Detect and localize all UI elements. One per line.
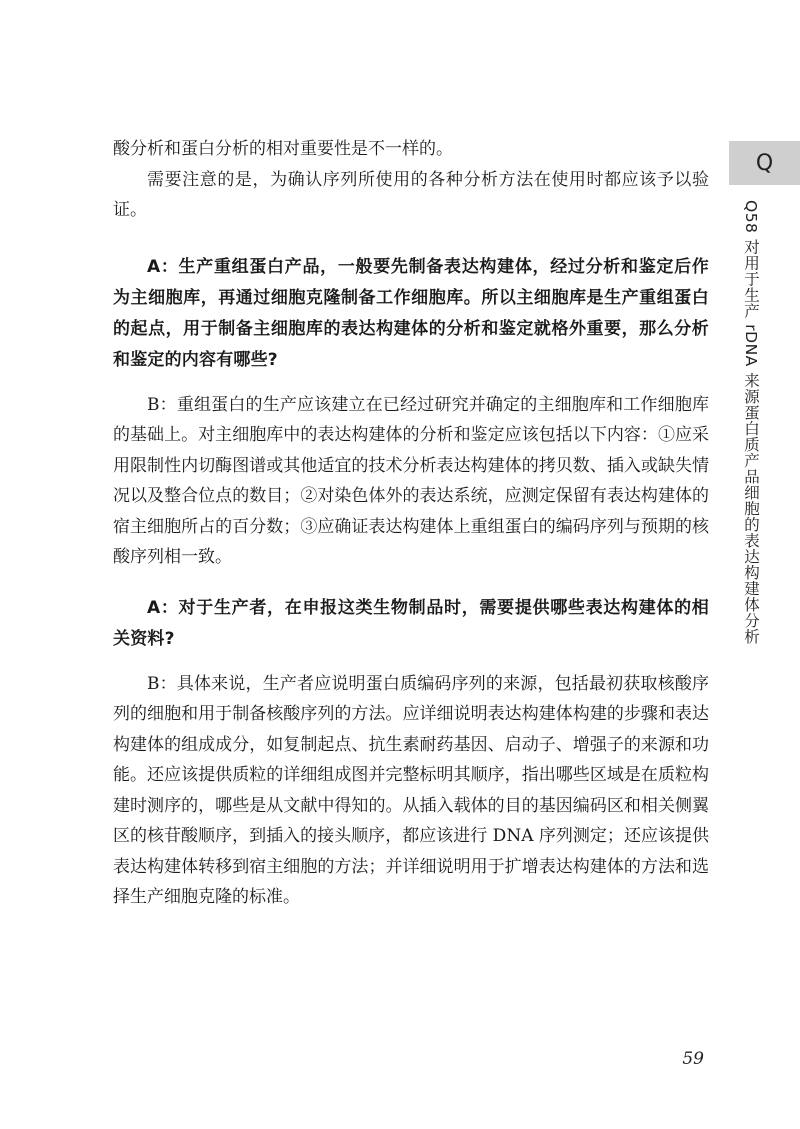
paragraph-continuation: 酸分析和蛋白分析的相对重要性是不一样的。 bbox=[113, 139, 453, 159]
side-tab bbox=[729, 141, 800, 185]
page-number: 59 bbox=[682, 1049, 704, 1069]
question-paragraph-1: A：生产重组蛋白产品，一般要先制备表达构建体，经过分析和鉴定后作为主细胞库，再通过细胞克隆制备工作细胞库。所以主细胞库是生产重组蛋白的起点，用于制备主细胞库的表达构建体的分析和鉴定就格外重要，那么分析和鉴定的内容有哪些? bbox=[113, 256, 709, 370]
answer-paragraph-1: B：重组蛋白的生产应该建立在已经过研究并确定的主细胞库和工作细胞库的基础上。对主细胞库中的表达构建体的分析和鉴定应该包括以下内容：①应采用限制性内切酶图谱或其他适宜的技术分析表达构建体的拷贝数、插入或缺失情况以及整合位点的数目；②对染色体外的表达系统，应测定保留有表达构建体的宿主细胞所占的百分数；③应确证表达构建体上重组蛋白的编码序列与预期的核酸序列相一致。 bbox=[113, 394, 709, 567]
side-section-title: Q58 对用于生产 rDNA 来源蛋白质产品细胞的表达构建体分析 bbox=[742, 200, 760, 645]
page-body bbox=[113, 134, 709, 913]
answer-paragraph-2: B：具体来说，生产者应说明蛋白质编码序列的来源，包括最初获取核酸序列的细胞和用于制备核酸序列的方法。应详细说明表达构建体构建的步骤和表达构建体的组成成分，如复制起点、抗生素耐药基因、启动子、增强子的来源和功能。还应该提供质粒的详细组成图并完整标明其顺序，指出哪些区域是在质粒构建时测序的，哪些是从文献中得知的。从插入载体的目的基因编码区和相关侧翼区的核苷酸顺序，到插入的接头顺序，都应该进行 DNA 序列测定；还应该提供表达构建体转移到宿主细胞的方法；并详细说明用于扩增表达构建体的方法和选择生产细胞克隆的标准。 bbox=[113, 673, 709, 907]
question-paragraph-2: A：对于生产者，在申报这类生物制品时，需要提供哪些表达构建体的相关资料? bbox=[113, 597, 709, 649]
side-tab-letter: Q bbox=[755, 150, 774, 176]
paragraph-note: 需要注意的是，为确认序列所使用的各种分析方法在使用时都应该予以验证。 bbox=[113, 169, 709, 220]
